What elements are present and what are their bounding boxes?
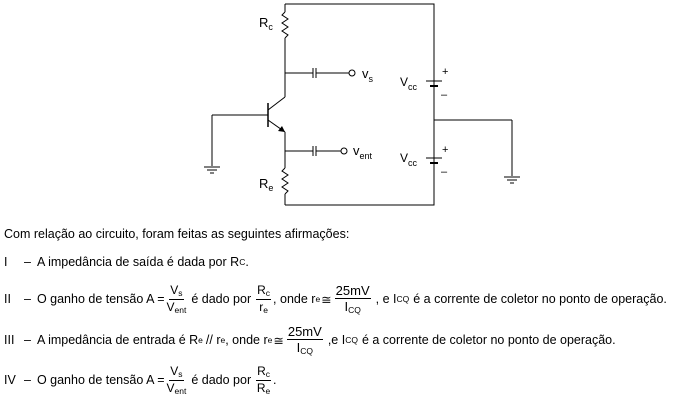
- re-approx-fraction-2: $\frac{25mV}{I_{CQ}}$: [287, 323, 322, 356]
- gain-fraction-2: $\frac{V_s}{V_{ent}}$: [166, 364, 187, 396]
- statement-4: IV – O ganho de tensão A = $\frac{V_s}{V_{ent}}$ é dado por $\frac{R_c}{R_e}$ .: [4, 364, 277, 396]
- intro-text: Com relação ao circuito, foram feitas as seguintes afirmações:: [4, 227, 350, 241]
- statement-3: III – A impedância de entrada é R e // r e , onde r e ≅ $\frac{25mV}{I_{CQ}}$ ,e I CQ é a corrente de coletor no ponto de operação.: [4, 323, 616, 356]
- vs-terminal: [349, 70, 355, 76]
- vcc2-minus: –: [441, 166, 448, 178]
- re-label: $R_e$: [259, 176, 274, 193]
- statement-3-roman: III: [4, 333, 15, 347]
- ground-symbol-supply: [504, 177, 520, 183]
- statement-2-roman: II: [4, 292, 11, 306]
- statement-4-roman: IV: [4, 373, 16, 387]
- top-wire: [285, 4, 434, 205]
- vent-terminal: [341, 148, 347, 154]
- statement-2: II – O ganho de tensão A = $\frac{V_s}{V_{ent}}$ é dado por $\frac{R_c}{r_e}$ , onde r e ≅ $\frac{25mV}{I_{CQ}}$ , e I CQ é a corrente de coletor no ponto de operação.: [4, 282, 667, 315]
- vs-label: $v_s$: [362, 66, 373, 84]
- transistor-emitter-arrow: [278, 126, 285, 132]
- vcc2-plus: +: [442, 144, 449, 156]
- vcc1-label: $V_{cc}$: [400, 75, 418, 92]
- gain-fraction: $\frac{V_s}{V_{ent}}$: [166, 283, 187, 315]
- vent-label: $v_{ent}$: [353, 143, 373, 161]
- vcc2-label: $V_{cc}$: [400, 151, 418, 168]
- statement-1: I – A impedância de saída é dada por R C .: [4, 255, 249, 269]
- statement-1-roman: I: [4, 255, 8, 269]
- vcc1-minus: –: [441, 89, 448, 101]
- ground-symbol-base: [204, 167, 220, 173]
- rc-label: $R_c$: [259, 15, 273, 32]
- vcc1-plus: +: [442, 66, 449, 78]
- rc-over-re-fraction-2: $\frac{R_c}{R_e}$: [256, 364, 271, 396]
- rc-resistor: [282, 12, 288, 38]
- re-resistor: [282, 168, 288, 194]
- re-approx-fraction: $\frac{25mV}{I_{CQ}}$: [335, 282, 370, 315]
- transistor-collector: [268, 97, 285, 110]
- rc-over-re-fraction: $\frac{R_c}{r_e}$: [257, 283, 271, 315]
